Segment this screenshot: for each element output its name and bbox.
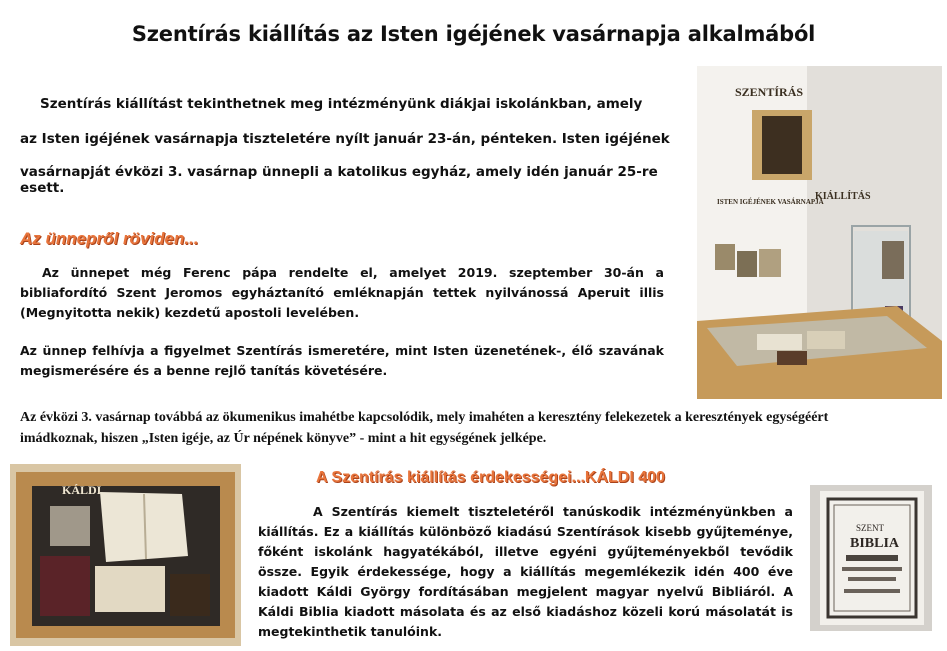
sign-right-text: KIÁLLÍTÁS — [815, 191, 871, 202]
bible-cover-photo — [810, 485, 932, 631]
kaldi-paragraph: A Szentírás kiemelt tiszteletéről tanúskodik intézményünkben a kiállítás. Ez a kiállítás különböző kiadású Szentírások kisebb gyűjteménye, főként iskolánk hagyatékából, illetve egyéni gyűjteményekből tevődik össze. Egyik érdekessége, hogy a kiállítás megemlékezik idén 400 éve kiadott Káldi György fordításában megjelent magyar nyelvű Bibliáról. A Káldi Biblia kiadott másolata és az első kiadáshoz közeli korú másolatát is megtekinthetik tanulóink. — [258, 504, 793, 639]
ecumenical-line-1: Az évközi 3. vasárnap továbbá az ökumenikus imahétbe kapcsolódik, mely imahéten a keresztény felekezetek a keresztények egységéért — [20, 410, 829, 425]
bible-cover-text-1: SZENT — [856, 523, 884, 533]
feast-paragraph-1: Az ünnepet még Ferenc pápa rendelte el, amelyet 2019. szeptember 30-án a bibliafordító Szent Jeromos egyháztanító emléknapján tettek nyilvánossá Aperuit illis (Megnyitotta nekik) kezdetű apostoli levelében. — [20, 265, 664, 320]
section-heading-kaldi: A Szentírás kiállítás érdekességei...KÁLDI 400 — [316, 469, 665, 486]
feast-paragraph-2: Az ünnep felhívja a figyelmet Szentírás ismeretére, mint Isten üzenetének-, élő szavának megismerésére és a benne rejlő tanítás követésére. — [20, 343, 664, 378]
intro-line-2: az Isten igéjének vasárnapja tiszteletére nyílt január 23-án, pénteken. Isten igéjének — [20, 131, 670, 147]
intro-line-1: Szentírás kiállítást tekinthetnek meg intézményünk diákjai iskolánkban, amely — [40, 96, 643, 112]
display-case-photo — [10, 464, 241, 646]
exhibition-photo — [697, 66, 942, 399]
ecumenical-line-2: imádkoznak, hiszen „Isten igéje, az Úr népének könyve” - mint a hit egységének jelképe. — [20, 431, 547, 446]
section-heading-feast: Az ünnepről röviden... — [20, 229, 199, 248]
page-title: Szentírás kiállítás az Isten igéjének vasárnapja alkalmából — [131, 22, 816, 46]
sign-top-text: SZENTÍRÁS — [735, 85, 804, 99]
sign-mid-text: ISTEN IGÉJÉNEK VASÁRNAPJA — [717, 198, 824, 206]
intro-line-3: vasárnapját évközi 3. vasárnap ünnepli a katolikus egyház, amely idén január 25-re esett. — [20, 164, 658, 196]
case-label-text: KÁLDI — [62, 483, 102, 497]
bible-cover-text-2: BIBLIA — [850, 536, 900, 551]
